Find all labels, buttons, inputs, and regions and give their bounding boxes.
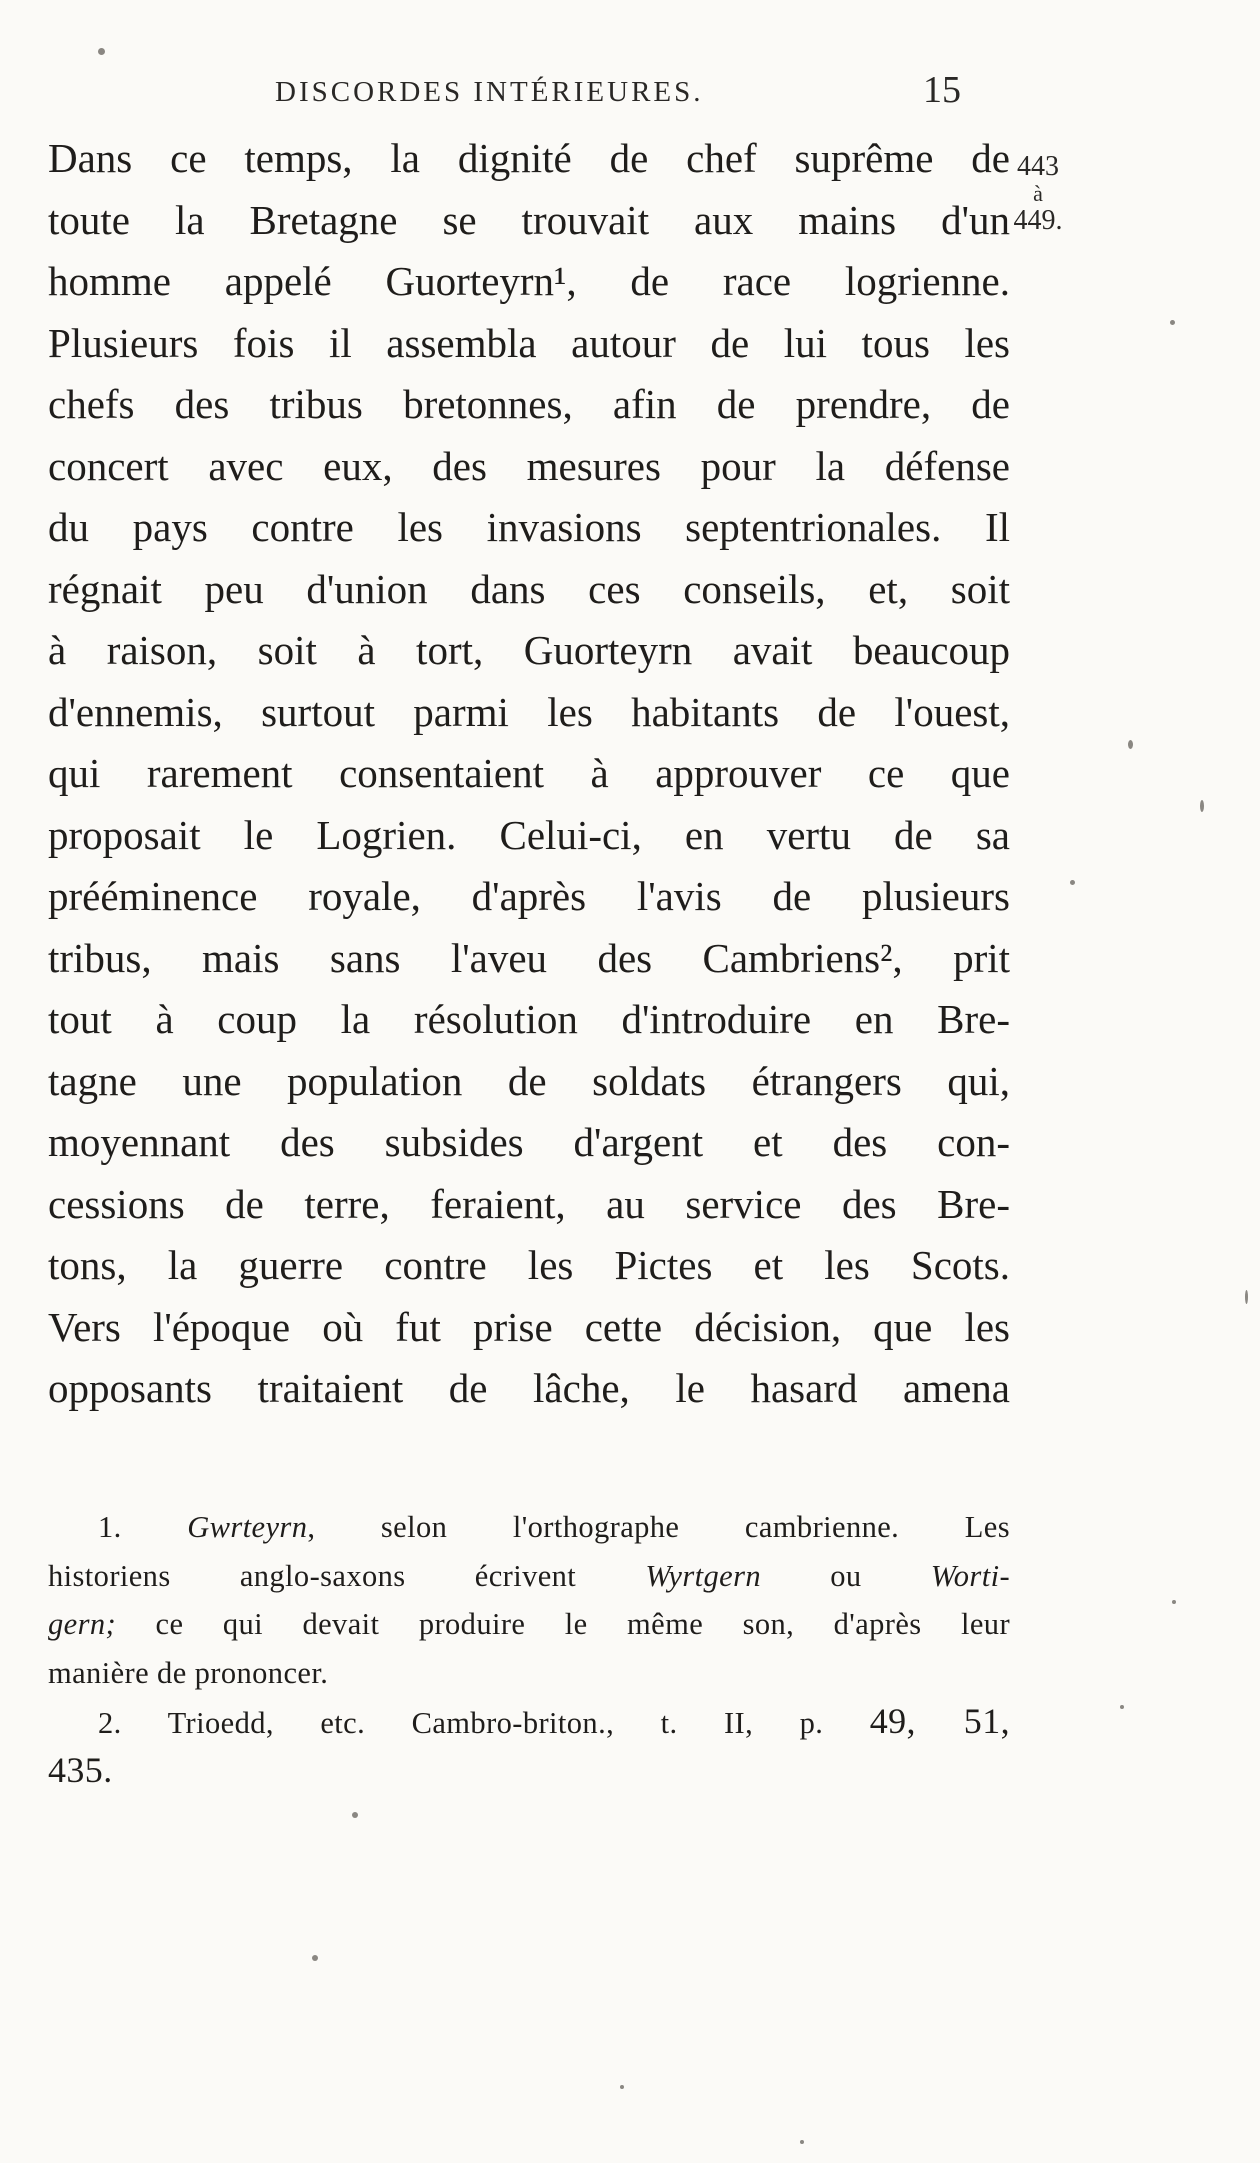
paper-speck — [1170, 320, 1175, 325]
margin-date-range — [1010, 152, 1066, 236]
footnote-2-line: 2. Trioedd, etc. Cambro-briton., t. II, p. 49, 51, — [98, 1701, 1010, 1741]
body-line: proposait le Logrien. Celui-ci, en vertu de sa — [48, 811, 1010, 858]
body-line: régnait peu d'union dans ces conseils, et, soit — [48, 565, 1010, 612]
body-line: prééminence royale, d'après l'avis de plusieurs — [48, 873, 1010, 919]
paper-speck — [1245, 1290, 1248, 1304]
body-line: toute la Bretagne se trouvait aux mains d'un — [48, 196, 1010, 243]
paper-speck — [312, 1955, 318, 1961]
body-line: du pays contre les invasions septentrionales. Il — [48, 504, 1010, 550]
page-number: 15 — [923, 69, 961, 111]
footnote-1-line: manière de prononcer. — [48, 1655, 329, 1690]
body-line: tons, la guerre contre les Pictes et les Scots. — [48, 1242, 1010, 1288]
paper-speck — [1172, 1600, 1176, 1604]
body-line: concert avec eux, des mesures pour la défense — [48, 442, 1010, 489]
body-line: cessions de terre, feraient, au service des Bre- — [48, 1180, 1010, 1227]
margin-date-to: 449. — [1013, 205, 1063, 236]
footnote-1-term: Gwrteyrn — [187, 1510, 308, 1544]
body-line: Vers l'époque où fut prise cette décision, que les — [48, 1303, 1010, 1350]
body-line: à raison, soit à tort, Guorteyrn avait beaucoup — [48, 627, 1010, 673]
footnotes — [48, 1503, 1010, 1794]
paper-speck — [98, 48, 105, 55]
footnote-1-line: gern; ce qui devait produire le même son, d'après leur — [48, 1607, 1011, 1641]
paper-speck — [620, 2085, 624, 2089]
footnote-1-number: 1. — [98, 1510, 122, 1544]
body-line: opposants traitaient de lâche, le hasard amena — [48, 1365, 1010, 1411]
body-line: qui rarement consentaient à approuver ce que — [48, 750, 1010, 796]
body-line: homme appelé Guorteyrn¹, de race logrienne. — [48, 258, 1010, 304]
paper-speck — [1200, 800, 1204, 812]
body-line: d'ennemis, surtout parmi les habitants de l'ouest, — [48, 688, 1010, 735]
running-title: DISCORDES INTÉRIEURES. — [275, 76, 704, 108]
body-line: chefs des tribus bretonnes, afin de prendre, de — [48, 381, 1010, 427]
paper-speck — [1128, 740, 1133, 749]
body-line: Plusieurs fois il assembla autour de lui tous les — [48, 319, 1010, 366]
paper-speck — [1070, 880, 1075, 885]
paper-speck — [1120, 1705, 1124, 1709]
footnote-1-line: historiens anglo-saxons écrivent Wyrtgern ou Worti- — [48, 1558, 1010, 1593]
body-line: moyennant des subsides d'argent et des con- — [48, 1119, 1010, 1165]
margin-date-to-word: à — [1033, 181, 1043, 206]
margin-date-from: 443 — [1017, 151, 1059, 182]
body-line: tribus, mais sans l'aveu des Cambriens², prit — [48, 934, 1010, 981]
paper-speck — [352, 1812, 358, 1818]
paper-speck — [800, 2140, 804, 2144]
body-line: Dans ce temps, la dignité de chef suprême de — [48, 135, 1010, 181]
footnote-2-line: 435. — [48, 1749, 113, 1790]
body-line: tout à coup la résolution d'introduire en Bre- — [48, 996, 1010, 1042]
body-paragraph — [48, 128, 1010, 1420]
body-line: tagne une population de soldats étrangers qui, — [48, 1057, 1010, 1104]
footnote-1-line: 1. Gwrteyrn, selon l'orthographe cambrienne. Les — [98, 1510, 1010, 1544]
